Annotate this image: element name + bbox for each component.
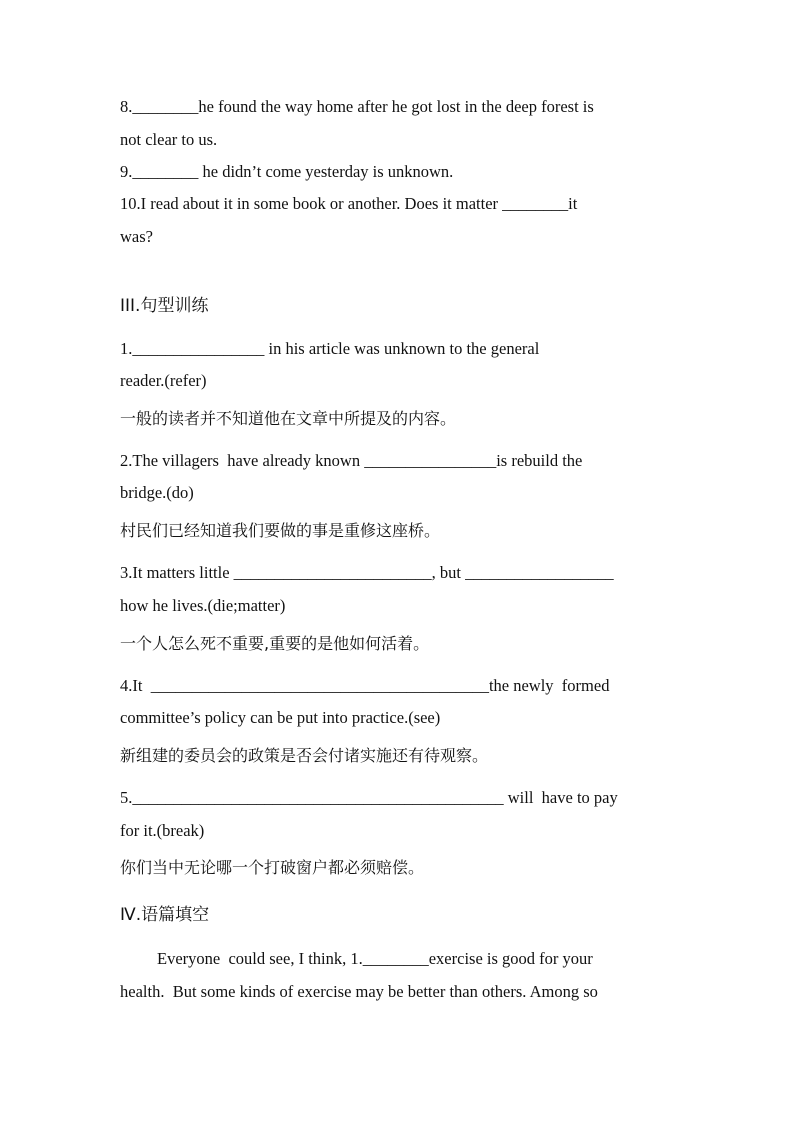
sentence-5-line1: 5._____________________________________________ will have to pay (120, 788, 618, 807)
sentence-3-line1: 3.It matters little ________________________, but __________________ (120, 563, 614, 582)
sentence-4-line1: 4.It _________________________________________the newly formed (120, 676, 610, 695)
sentence-5-line2: for it.(break) (120, 821, 205, 840)
passage-line2: health. But some kinds of exercise may be better than others. Among so (120, 982, 598, 1001)
sentence-2-line2: bridge.(do) (120, 483, 194, 502)
question-10-line2: was? (120, 227, 153, 246)
passage-line1: Everyone could see, I think, 1.________exercise is good for your (157, 949, 593, 968)
sentence-4-translation: 新组建的委员会的政策是否会付诸实施还有待观察。 (120, 746, 489, 765)
sentence-2-translation: 村民们已经知道我们要做的事是重修这座桥。 (120, 521, 441, 540)
sentence-1-line1: 1.________________ in his article was unknown to the general (120, 339, 540, 358)
question-9: 9.________ he didn’t come yesterday is unknown. (120, 162, 454, 181)
question-8-line2: not clear to us. (120, 130, 218, 149)
sentence-1-translation: 一般的读者并不知道他在文章中所提及的内容。 (120, 409, 457, 428)
sentence-4-line2: committee’s policy can be put into practice.(see) (120, 708, 441, 727)
sentence-5-translation: 你们当中无论哪一个打破窗户都必须赔偿。 (120, 858, 425, 877)
sentence-1-line2: reader.(refer) (120, 371, 207, 390)
sentence-3-line2: how he lives.(die;matter) (120, 596, 286, 615)
sentence-2-line1: 2.The villagers have already known ________________is rebuild the (120, 451, 583, 470)
question-10-line1: 10.I read about it in some book or another. Does it matter ________it (120, 194, 578, 213)
section-4-heading: Ⅳ.语篇填空 (120, 905, 210, 925)
sentence-3-translation: 一个人怎么死不重要,重要的是他如何活着。 (120, 634, 430, 653)
section-3-heading: III.句型训练 (120, 296, 209, 316)
question-8-line1: 8.________he found the way home after he got lost in the deep forest is (120, 97, 594, 116)
